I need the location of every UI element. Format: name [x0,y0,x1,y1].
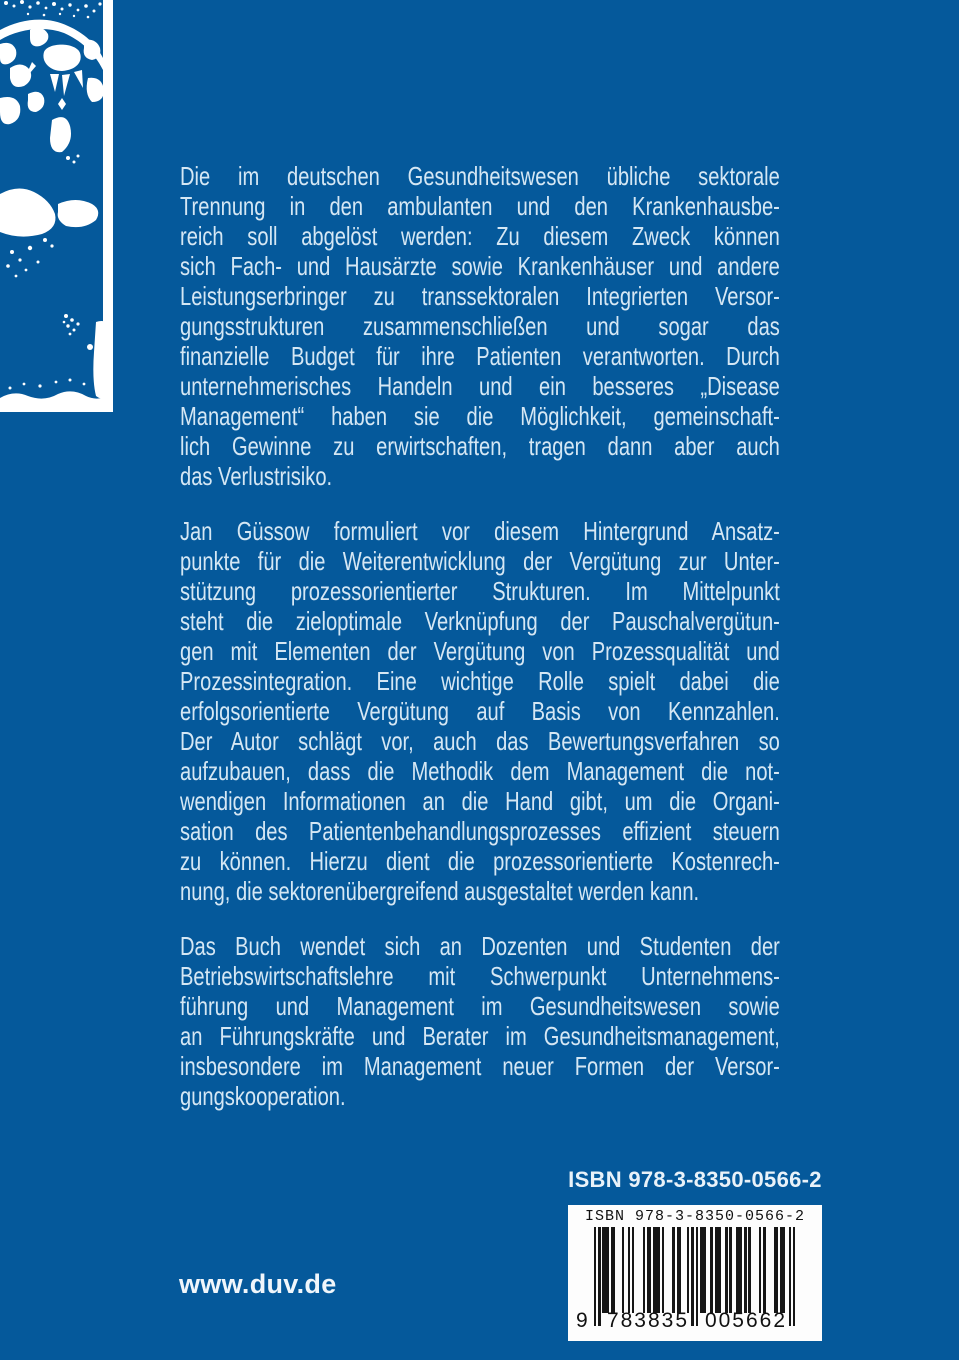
publisher-website: www.duv.de [179,1269,337,1299]
barcode-bar [643,1227,645,1313]
barcode-bar [782,1227,784,1313]
text-line: führung und Management im Gesundheitswesen sowie [180,991,780,1021]
barcode [568,1205,822,1341]
barcode-bar [759,1227,761,1313]
text-line: finanzielle Budget für ihre Patienten verantworten. Durch [180,341,780,371]
paragraph [180,516,780,906]
globe-map-icon [0,0,115,412]
text-line: Das Buch wendet sich an Dozenten und Studenten der [180,931,780,961]
text-line: sich Fach- und Hausärzte sowie Krankenhäuser und andere [180,251,780,281]
text-line: Der Autor schlägt vor, auch das Bewertungsverfahren so [180,726,780,756]
barcode-bar [710,1227,712,1313]
barcode-bar [622,1227,624,1313]
text-line: das Verlustrisiko. [180,461,333,491]
text-line: erfolgsorientierte Vergütung auf Basis von Kennzahlen. [180,696,780,726]
text-line: lich Gewinne zu erwirtschaften, tragen dann aber auch [180,431,780,461]
text-line: Prozessintegration. Eine wichtige Rolle spielt dabei die [180,666,780,696]
barcode-digits-right: 005662 [704,1309,788,1332]
barcode-bar [613,1227,615,1313]
barcode-bar [687,1227,689,1313]
text-line: Die im deutschen Gesundheitswesen übliche sektorale [180,161,780,191]
text-line: wendigen Informationen an die Hand gibt, um die Organi- [180,786,780,816]
barcode-bar [679,1227,681,1313]
text-line: aufzubauen, dass die Methodik dem Management die not- [180,756,780,786]
barcode-bar [628,1227,630,1313]
barcode-bar [748,1227,750,1313]
text-line: unternehmerisches Handeln und ein besseres „Disease [180,371,780,401]
text-line: gungsstrukturen zusammenschließen und sogar das [180,311,780,341]
barcode-bar [776,1227,778,1313]
barcode-bar [662,1227,664,1313]
barcode-digits [568,1309,822,1337]
text-line: gen mit Elementen der Vergütung von Prozessqualität und [180,636,780,666]
barcode-bar [672,1227,674,1313]
text-line: sation des Patientenbehandlungsprozesses effizient steuern [180,816,780,846]
text-line: nung, die sektorenübergreifend ausgestaltet werden kann. [180,876,700,906]
barcode-digit-first: 9 [576,1309,588,1332]
barcode-bar [729,1227,731,1313]
text-line: Leistungserbringer zu transsektoralen Integrierten Versor- [180,281,780,311]
barcode-bar [632,1227,634,1313]
text-line: steht die zieloptimale Verknüpfung der Pauschalvergütun- [180,606,780,636]
text-line: Trennung in den ambulanten und den Krankenhausbe- [180,191,780,221]
barcode-isbn-text: ISBN 978-3-8350-0566-2 [584,1208,806,1225]
text-line: Management“ haben sie die Möglichkeit, gemeinschaft- [180,401,780,431]
text-line: gungskooperation. [180,1081,346,1111]
text-line: punkte für die Weiterentwicklung der Vergütung zur Unter- [180,546,780,576]
isbn-text: ISBN 978-3-8350-0566-2 [568,1167,822,1192]
barcode-bar [719,1227,721,1313]
back-cover-text [180,161,780,1136]
text-line: Jan Güssow formuliert vor diesem Hintergrund Ansatz- [180,516,780,546]
paragraph [180,161,780,491]
text-line: Betriebswirtschaftslehre mit Schwerpunkt Unternehmens- [180,961,780,991]
barcode-digits-left: 783835 [606,1309,690,1332]
barcode-bar [657,1227,659,1313]
barcode-bar [740,1227,742,1313]
text-line: zu können. Hierzu dient die prozessorientierte Kostenrech- [180,846,780,876]
barcode-bar [607,1227,609,1313]
barcode-bar [649,1227,651,1313]
text-line: insbesondere im Management neuer Formen der Versor- [180,1051,780,1081]
barcode-bar [725,1227,727,1313]
barcode-bar [744,1227,746,1313]
text-line: stützung prozessorientierter Strukturen. Im Mittelpunkt [180,576,780,606]
barcode-bar [704,1227,706,1313]
barcode-bar [763,1227,765,1313]
paragraph [180,931,780,1111]
text-line: an Führungskräfte und Berater im Gesundheitsmanagement, [180,1021,780,1051]
text-line: reich soll abgelöst werden: Zu diesem Zweck können [180,221,780,251]
